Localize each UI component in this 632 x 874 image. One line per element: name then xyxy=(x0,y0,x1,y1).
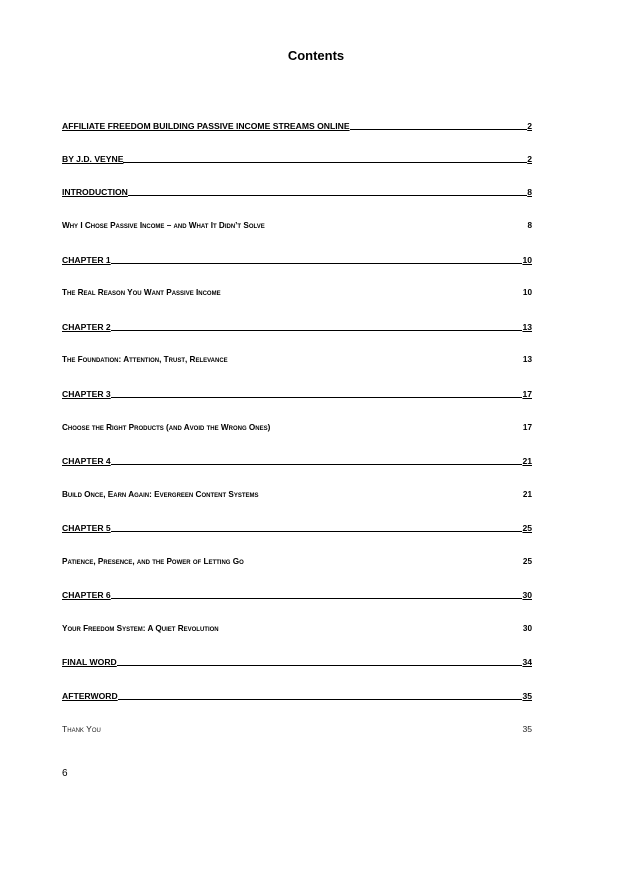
toc-entry[interactable] xyxy=(62,284,532,298)
toc-entry-page: 17 xyxy=(522,423,532,432)
toc-entry[interactable] xyxy=(62,318,532,332)
toc-entry-page: 34 xyxy=(522,657,532,667)
toc-entry-label: CHAPTER 4 xyxy=(62,456,111,466)
toc-entry-label: AFFILIATE FREEDOM BUILDING PASSIVE INCOME STREAMS ONLINE xyxy=(62,121,350,131)
toc-entry-page: 13 xyxy=(522,322,532,332)
page-number: 6 xyxy=(62,768,68,779)
toc-leader-line xyxy=(128,195,527,196)
toc-entry-label: The Foundation: Attention, Trust, Relevance xyxy=(62,355,228,364)
toc-entry-page: 25 xyxy=(522,557,532,566)
toc-entry-page: 35 xyxy=(522,691,532,701)
toc-entry-label: The Real Reason You Want Passive Income xyxy=(62,288,221,297)
toc-leader-line xyxy=(111,598,523,599)
toc-leader-line xyxy=(111,464,523,465)
toc-entry-page: 30 xyxy=(522,624,532,633)
toc-entry-page: 35 xyxy=(522,724,532,734)
toc-entry[interactable] xyxy=(62,519,532,533)
toc-entry-label: CHAPTER 2 xyxy=(62,322,111,332)
toc-leader-line xyxy=(123,162,527,163)
toc-entry-label: Choose the Right Products (and Avoid the Wrong Ones) xyxy=(62,423,271,432)
toc-entry-page: 21 xyxy=(522,456,532,466)
toc-entry-label: FINAL WORD xyxy=(62,657,117,667)
toc-entry-page: 17 xyxy=(522,389,532,399)
toc-entry[interactable] xyxy=(62,150,532,164)
toc-entry[interactable] xyxy=(62,419,532,433)
toc-leader-line xyxy=(111,531,523,532)
toc-entry-label: BY J.D. VEYNE xyxy=(62,154,124,164)
toc-entry-label: AFTERWORD xyxy=(62,691,118,701)
toc-leader-line xyxy=(117,665,523,666)
toc-entry[interactable] xyxy=(62,720,532,734)
toc-entry-label: Patience, Presence, and the Power of Letting Go xyxy=(62,557,244,566)
toc-entry[interactable] xyxy=(62,183,532,197)
toc-entry[interactable] xyxy=(62,452,532,466)
toc-leader-line xyxy=(350,129,528,130)
toc-entry-page: 2 xyxy=(527,154,532,164)
toc-entry-label: Your Freedom System: A Quiet Revolution xyxy=(62,624,219,633)
toc-entry-page: 10 xyxy=(522,255,532,265)
toc-leader-line xyxy=(111,330,523,331)
toc-entry[interactable] xyxy=(62,653,532,667)
toc-entry[interactable] xyxy=(62,251,532,265)
toc-entry-page: 30 xyxy=(522,590,532,600)
toc-entry-label: CHAPTER 6 xyxy=(62,590,111,600)
toc-entry-page: 10 xyxy=(522,288,532,297)
toc-entry[interactable] xyxy=(62,385,532,399)
toc-entry[interactable] xyxy=(62,620,532,634)
toc-entry-page: 13 xyxy=(522,355,532,364)
toc-leader-line xyxy=(118,699,523,700)
toc-entry-label: Why I Chose Passive Income – and What It Didn’t Solve xyxy=(62,221,265,230)
toc-entry[interactable] xyxy=(62,486,532,500)
toc-entry-page: 2 xyxy=(527,121,532,131)
toc-entry[interactable] xyxy=(62,586,532,600)
toc-entry-page: 25 xyxy=(522,523,532,533)
toc-entry-page: 21 xyxy=(522,490,532,499)
toc-entry-label: CHAPTER 1 xyxy=(62,255,111,265)
toc-leader-line xyxy=(111,397,523,398)
toc-entry-label: CHAPTER 5 xyxy=(62,523,111,533)
toc-entry-label: Thank You xyxy=(62,724,101,734)
toc-entry-page: 8 xyxy=(527,187,532,197)
toc-entry[interactable] xyxy=(62,117,532,131)
toc-entry-page: 8 xyxy=(527,221,532,230)
toc-entry-label: INTRODUCTION xyxy=(62,187,128,197)
toc-entry[interactable] xyxy=(62,217,532,231)
toc-entry-label: Build Once, Earn Again: Evergreen Content Systems xyxy=(62,490,259,499)
toc-entry[interactable] xyxy=(62,553,532,567)
page-title: Contents xyxy=(287,48,345,63)
toc-entry-label: CHAPTER 3 xyxy=(62,389,111,399)
toc-entry[interactable] xyxy=(62,687,532,701)
toc-entry[interactable] xyxy=(62,351,532,365)
toc-leader-line xyxy=(111,263,523,264)
